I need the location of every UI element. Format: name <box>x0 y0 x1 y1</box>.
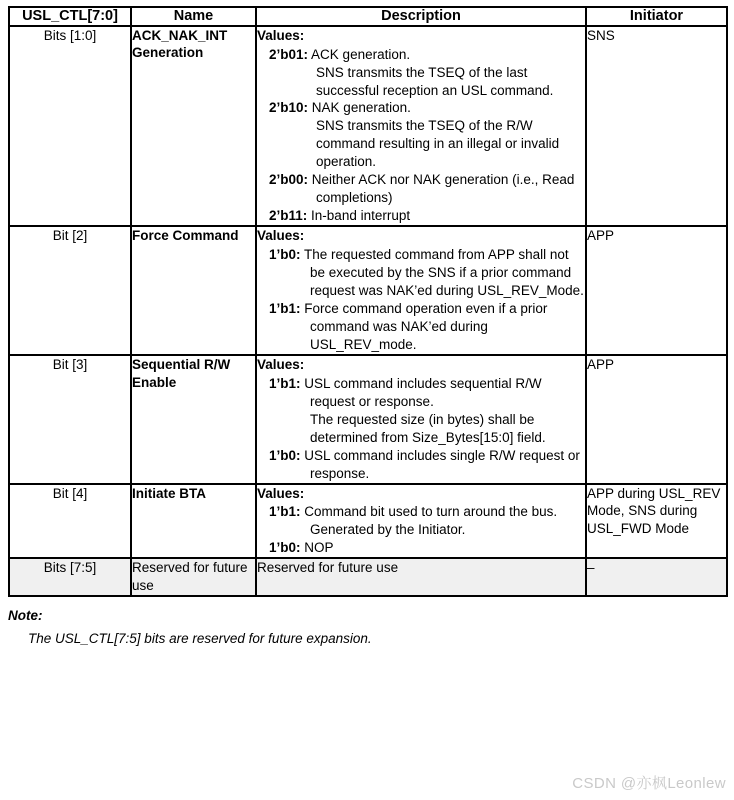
cell-description <box>256 355 586 484</box>
values-label: Values: <box>257 27 305 43</box>
column-header-description: Description <box>256 7 586 26</box>
value-item <box>269 46 585 100</box>
value-item <box>269 503 585 539</box>
column-header-name: Name <box>131 7 256 26</box>
cell-bits: Bit [3] <box>9 355 131 484</box>
table-row <box>9 26 727 226</box>
value-text: USL command includes single R/W request or response. <box>304 447 580 481</box>
value-code: 1’b1: <box>269 375 301 391</box>
value-item <box>269 300 585 354</box>
note-text: The USL_CTL[7:5] bits are reserved for future expansion. <box>28 630 372 646</box>
value-code: 1’b1: <box>269 504 301 520</box>
cell-initiator: SNS <box>586 26 727 226</box>
cell-bits: Bits [1:0] <box>9 26 131 226</box>
table-header <box>9 7 727 26</box>
value-item <box>269 99 585 171</box>
document-page <box>8 6 726 646</box>
note-title: Note: <box>8 607 43 623</box>
table-row <box>9 484 727 559</box>
column-header-initiator: Initiator <box>586 7 727 26</box>
value-text-cont: The requested size (in bytes) shall be determined from Size_Bytes[15:0] field. <box>310 411 546 445</box>
cell-bits: Bit [2] <box>9 226 131 355</box>
values-label: Values: <box>257 228 305 244</box>
cell-description <box>256 484 586 559</box>
table-body <box>9 26 727 596</box>
value-list <box>257 503 585 557</box>
cell-initiator: – <box>586 558 727 596</box>
value-text: The requested command from APP shall not be executed by the SNS if a prior command request was NAK’ed during USL_REV_Mode. <box>304 247 584 299</box>
value-item <box>269 539 585 557</box>
value-text: NOP <box>304 540 334 556</box>
value-text: ACK generation. <box>311 46 411 62</box>
value-text-cont: SNS transmits the TSEQ of the R/W command resulting in an illegal or invalid operation. <box>316 118 560 170</box>
cell-name: Initiate BTA <box>131 484 256 559</box>
cell-name: Sequential R/W Enable <box>131 355 256 484</box>
csdn-watermark: CSDN @亦枫Leonlew <box>572 775 726 792</box>
value-code: 2’b01: <box>269 46 309 62</box>
table-row <box>9 355 727 484</box>
cell-initiator: APP during USL_REV Mode, SNS during USL_FWD Mode <box>586 484 727 559</box>
note-block <box>8 608 726 646</box>
value-code: 1’b1: <box>269 300 301 316</box>
value-text: In-band interrupt <box>311 208 411 224</box>
value-list <box>257 375 585 483</box>
cell-description <box>256 226 586 355</box>
value-text-cont: Generated by the Initiator. <box>310 522 466 538</box>
value-text: USL command includes sequential R/W request or response. <box>304 375 542 409</box>
value-code: 2’b00: <box>269 172 309 188</box>
register-field-table <box>8 6 728 597</box>
value-text: Force command operation even if a prior command was NAK’ed during USL_REV_mode. <box>304 300 548 352</box>
cell-name: ACK_NAK_INT Generation <box>131 26 256 226</box>
column-header-bits: USL_CTL[7:0] <box>9 7 131 26</box>
cell-description <box>256 26 586 226</box>
value-item <box>269 171 585 207</box>
cell-bits: Bit [4] <box>9 484 131 559</box>
value-list <box>257 46 585 226</box>
cell-bits: Bits [7:5] <box>9 558 131 596</box>
value-code: 1’b0: <box>269 540 301 556</box>
value-code: 2’b10: <box>269 100 309 116</box>
value-item <box>269 447 585 483</box>
values-label: Values: <box>257 356 305 372</box>
value-item <box>269 207 585 225</box>
value-code: 1’b0: <box>269 447 301 463</box>
cell-initiator: APP <box>586 355 727 484</box>
value-text: Command bit used to turn around the bus. <box>304 504 558 520</box>
values-label: Values: <box>257 485 305 501</box>
table-header-row <box>9 7 727 26</box>
value-text: NAK generation. <box>311 100 411 116</box>
table-row <box>9 226 727 355</box>
value-text-cont: SNS transmits the TSEQ of the last successful reception an USL command. <box>316 64 554 98</box>
value-item <box>269 375 585 447</box>
value-code: 1’b0: <box>269 247 301 263</box>
cell-description: Reserved for future use <box>256 558 586 596</box>
value-item <box>269 246 585 300</box>
cell-name: Force Command <box>131 226 256 355</box>
table-row-reserved <box>9 558 727 596</box>
cell-initiator: APP <box>586 226 727 355</box>
value-list <box>257 246 585 354</box>
cell-name: Reserved for future use <box>131 558 256 596</box>
value-text: Neither ACK nor NAK generation (i.e., Read completions) <box>311 172 575 206</box>
value-code: 2’b11: <box>269 208 308 224</box>
